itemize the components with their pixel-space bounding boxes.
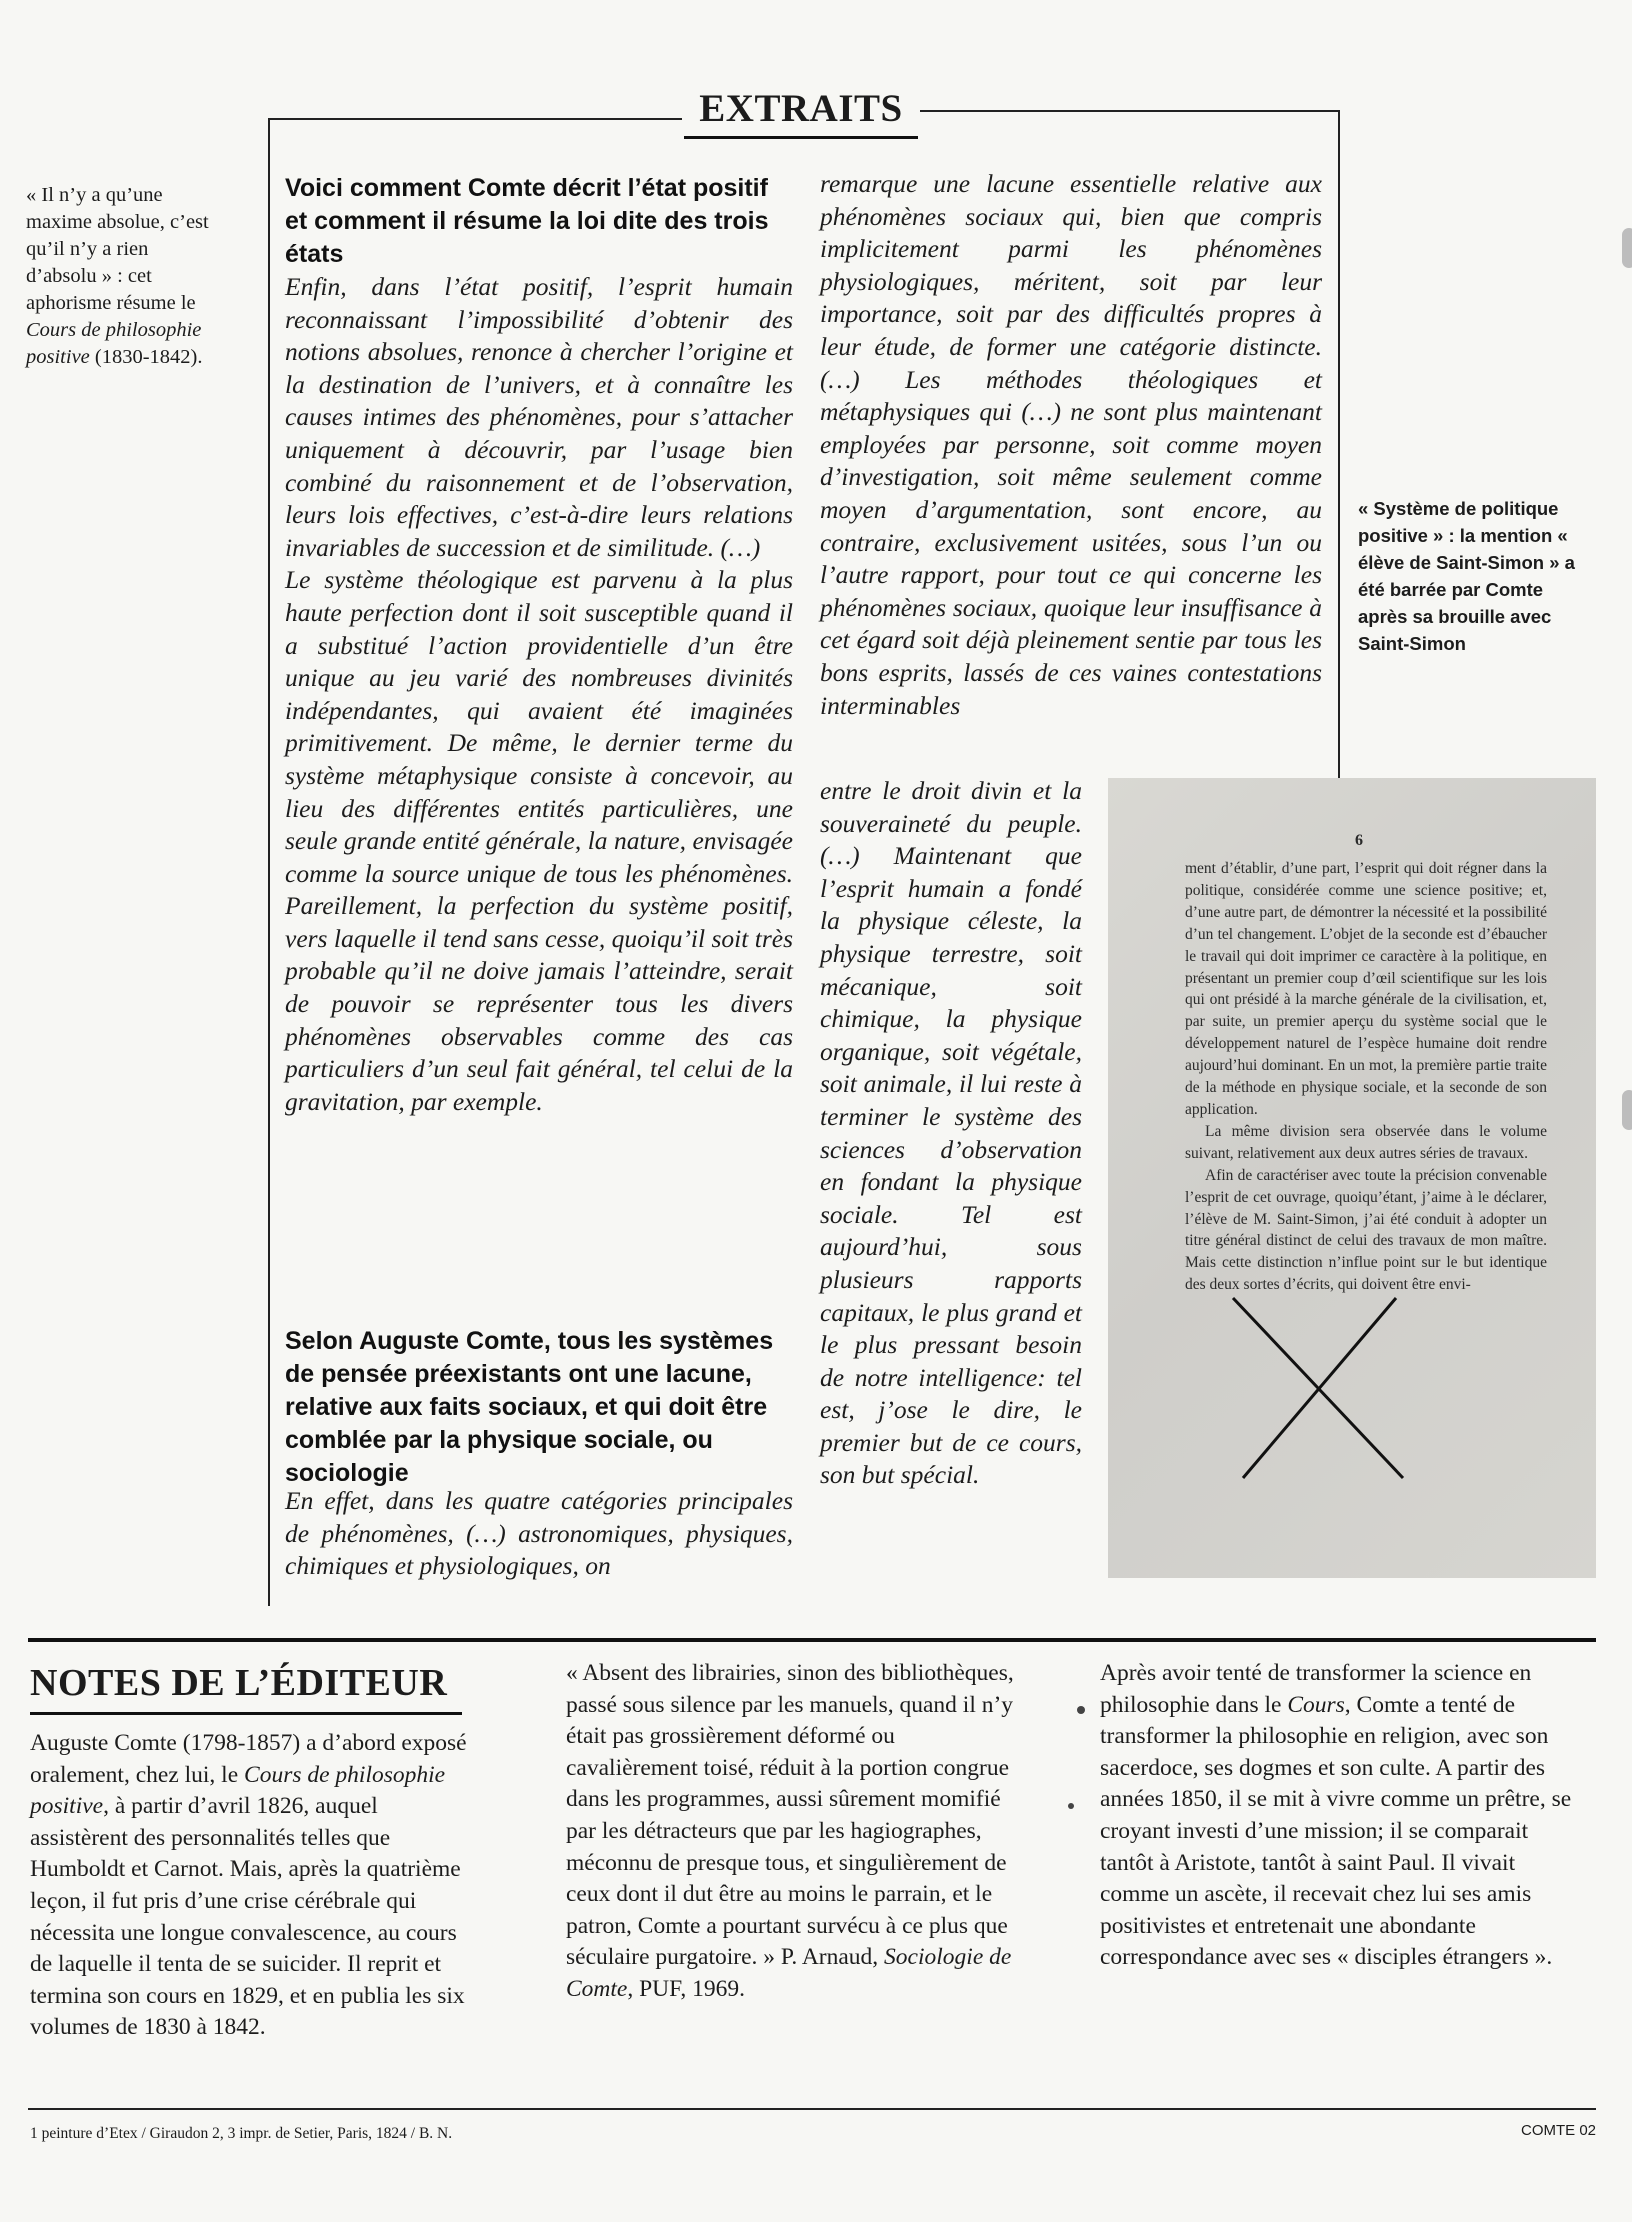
binder-hole-icon bbox=[1622, 1090, 1632, 1130]
facsimile-text: ment d’établir, d’une part, l’esprit qui doit régner dans la politique, considérée comme une science positive; et, d’une autre part, de démontrer la nécessité et la possibilité d’un tel changement. L’objet de la seconde est d’ébaucher le travail qui doit imprimer ce caractère à la politique, en présentant un premier coup d’œil scientifique sur les lois qui ont présidé à la marche générale de la civilisation, et, par suite, un premier aperçu du système social que le développement naturel de l’espèce humaine doit rendre aujourd’hui dominant. En un mot, la première partie traite de la méthode en physique sociale, et la seconde de son application. La même division sera observée dans le volume suivant, relativement aux deux autres séries de travaux. Afin de caractériser avec toute la précision convenable l’esprit de cet ouvrage, quoiqu’étant, j’aime à le déclarer, l’élève de M. Saint-Simon, j’ai été conduit à adopter un titre général distinct de celui des travaux de mon maître. Mais cette distinction n’influe point sur le but identique des deux sortes d’écrits, qui doivent être envi- bbox=[1185, 860, 1547, 1294]
notes-column-2: « Absent des librairies, sinon des bibliothèques, passé sous silence par les manuels, quand il n’y était pas grossièrement déformé ou cavalièrement toisé, réduit à la portion congrue dans les programmes, aussi sûrement momifié par les détracteurs que par les hagiographes, méconnu de presque tous, et singulièrement de ceux dont il dut être au moins le parrain, et le patron, Comte a pourtant survécu à ce plus que séculaire purgatoire. » P. Arnaud, Sociologie de Comte, PUF, 1969. bbox=[566, 1660, 1014, 2002]
extract-1-body: Enfin, dans l’état positif, l’esprit humain reconnaissant l’impossibilité d’obtenir des notions absolues, renonce à chercher l’origine et la destination de l’univers, et à connaître les causes intimes des phénomènes, pour s’attacher uniquement à découvrir, par l’usage bien combiné du raisonnement et de l’observation, leurs lois effectives, c’est-à-dire leurs relations invariables de succession et de similitude. (…) bbox=[285, 272, 793, 562]
frame-rule bbox=[268, 118, 270, 1606]
margin-note-right: « Système de politique positive » : la mention « élève de Saint-Simon » a été barrée par Comte après sa brouille avec Saint-Simon bbox=[1358, 498, 1575, 654]
frame-rule bbox=[1338, 110, 1340, 778]
binder-hole-icon bbox=[1622, 228, 1632, 268]
section-title: EXTRAITS bbox=[684, 86, 918, 139]
margin-note-left: « Il n’y a qu’une maxime absolue, c’est qu’il n’y a rien d’absolu » : cet aphorisme résume le Cours de philosophie positive (1830-1842). bbox=[26, 184, 209, 368]
footer-rule bbox=[28, 2108, 1596, 2110]
notes-column-1: Auguste Comte (1798-1857) a d’abord exposé oralement, chez lui, le Cours de philosophie positive, à partir d’avril 1826, auquel assistèrent des personnalités telles que Humboldt et Carnot. Mais, après la quatrième leçon, il fut pris d’une crise cérébrale qui nécessita une longue convalescence, au cours de laquelle il tenta de se suicider. Il reprit et termina son cours en 1829, et en publia les six volumes de 1830 à 1842. bbox=[30, 1730, 467, 2041]
notes-rule bbox=[28, 1638, 1596, 1642]
extract-1-heading: Voici comment Comte décrit l’état positif et comment il résume la loi dite des trois états bbox=[285, 174, 769, 268]
facsimile-page-number: 6 bbox=[1355, 832, 1363, 849]
photo-credits: 1 peinture d’Etex / Giraudon 2, 3 impr. de Setier, Paris, 1824 / B. N. bbox=[30, 2125, 453, 2142]
extract-2-continued: remarque une lacune essentielle relative aux phénomènes sociaux qui, bien que compris implicitement parmi les phénomènes physiologiques, méritent, soit par leur importance, soit par des difficultés propres à leur étude, de former une catégorie distincte. (…) Les méthodes théologiques et métaphysiques qui (…) ne sont plus maintenant employées par personne, soit comme moyen d’investigation, soit même seulement comme moyen d’argumentation, sont encore, au contraire, exclusivement usitées, sous l’un ou l’autre rapport, pour tout ce qui concerne les phénomènes sociaux, quoique leur insuffisance à cet égard soit déjà pleinement sentie par tous les bons esprits, lassés de ces vaines contestations interminables bbox=[820, 169, 1322, 720]
bullet-dot-icon bbox=[1077, 1706, 1085, 1714]
bullet-dot-icon bbox=[1068, 1803, 1074, 1809]
frame-rule bbox=[268, 118, 682, 120]
notes-title-underline bbox=[30, 1712, 462, 1715]
strike-through-mark bbox=[1108, 778, 1596, 1578]
book-title: Cours de philosophie positive bbox=[26, 319, 202, 368]
extract-2-body: En effet, dans les quatre catégories principales de phénomènes, (…) astronomiques, physiques, chimiques et physiologiques, on bbox=[285, 1486, 793, 1581]
extract-1-body-2: Le système théologique est parvenu à la plus haute perfection dont il soit susceptible quand il a substitué l’action providentielle d’un être unique au jeu varié des nombreuses divinités indépendantes, qui avaient été imaginées primitivement. De même, le dernier terme du système métaphysique consiste à concevoir, au lieu des différentes entités particulières, une seule grande entité générale, la nature, envisagée comme la source unique de tous les phénomènes. Pareillement, la perfection du système positif, vers laquelle il tend sans cesse, quoiqu’il soit très probable qu’il ne doive jamais l’atteindre, serait de pouvoir se représenter tous les divers phénomènes observables comme des cas particuliers d’un seul fait général, tel celui de la gravitation, par exemple. bbox=[285, 565, 793, 1116]
notes-column-3: Après avoir tenté de transformer la science en philosophie dans le Cours, Comte a tenté de transformer la philosophie en religion, avec son sacerdoce, ses dogmes et son culte. A partir des années 1850, il se mit à vivre comme un prêtre, se croyant investi d’une mission; il se comparait tantôt à Aristote, tantôt à saint Paul. Il vivait comme un ascète, il recevait chez lui ses amis positivistes et entretenait une abondante correspondance avec ses « disciples étrangers ». bbox=[1100, 1660, 1572, 1971]
notes-title: NOTES DE L’ÉDITEUR bbox=[30, 1662, 448, 1704]
frame-rule bbox=[920, 110, 1340, 112]
extract-2-heading: Selon Auguste Comte, tous les systèmes de pensée préexistants ont une lacune, relative aux faits sociaux, et qui doit être comblée par la physique sociale, ou sociologie bbox=[285, 1327, 774, 1487]
page-code: COMTE 02 bbox=[1520, 2122, 1596, 2139]
extract-1 bbox=[285, 172, 793, 1118]
extract-2-continued-narrow: entre le droit divin et la souveraineté du peuple. (…) Maintenant que l’esprit humain a fondé la physique céleste, la physique terrestre, soit mécanique, soit chimique, la physique organique, soit végétale, soit animale, il lui reste à terminer le système des sciences d’observation en fondant la physique sociale. Tel est aujourd’hui, sous plusieurs rapports capitaux, le plus grand et le plus pressant besoin de notre intelligence: tel est, j’ose le dire, le premier but de ce cours, son but spécial. bbox=[820, 776, 1082, 1490]
